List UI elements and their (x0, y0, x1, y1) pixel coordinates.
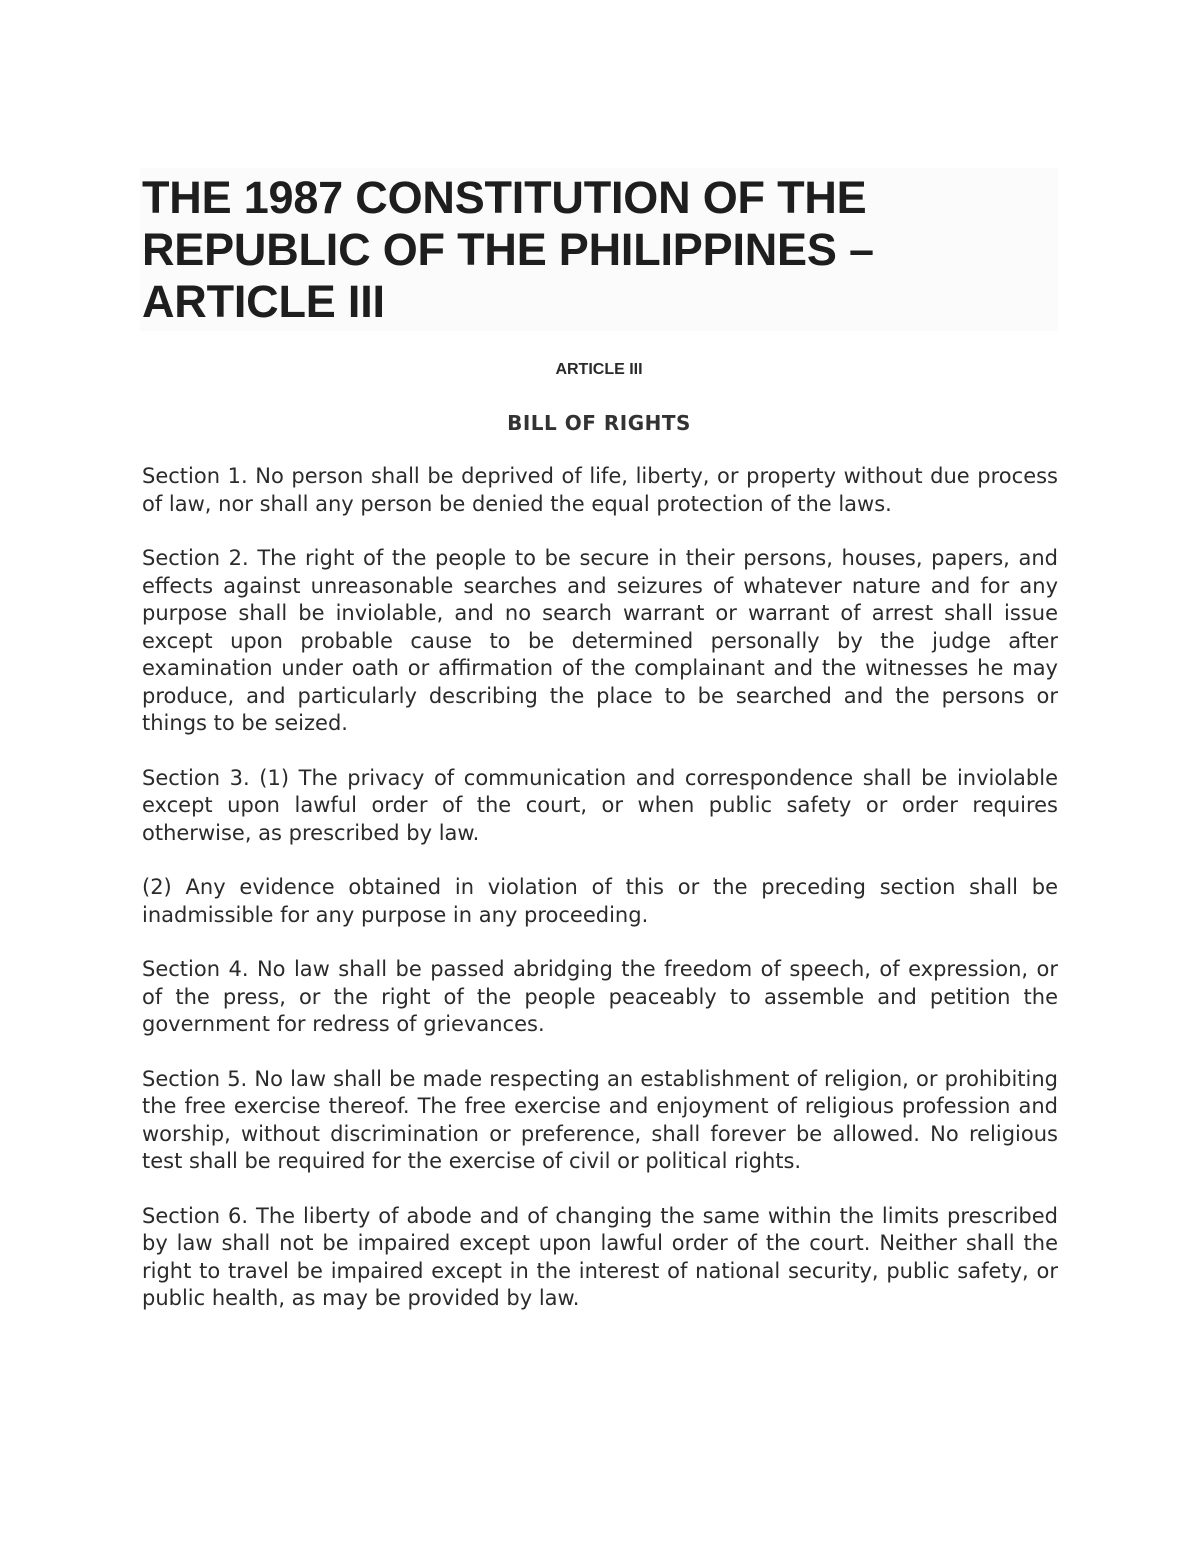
document-title: THE 1987 CONSTITUTION OF THE REPUBLIC OF THE PHILIPPINES – ARTICLE III (142, 172, 874, 327)
section-2-paragraph: Section 2. The right of the people to be secure in their persons, houses, papers, and effects against unreasonable searches and seizures of whatever nature and for any purpose shall be inviolable, and no search warrant or warrant of arrest shall issue except upon probable cause to be determined personally by the judge after examination under oath or affirmation of the complainant and the witnesses he may produce, and particularly describing the place to be searched and the persons or things to be seized. (142, 546, 1058, 735)
section-4-paragraph: Section 4. No law shall be passed abridging the freedom of speech, of expression, or of the press, or the right of the people peaceably to assemble and petition the government for redress of grievances. (142, 957, 1058, 1036)
document-body (142, 463, 1058, 1340)
section-3-paragraph: Section 3. (1) The privacy of communication and correspondence shall be inviolable except upon lawful order of the court, or when public safety or order requires otherwise, as prescribed by law. (142, 765, 1058, 845)
section-5-paragraph: Section 5. No law shall be made respecting an establishment of religion, or prohibiting the free exercise thereof. The free exercise and enjoyment of religious profession and worship, without discrimination or preference, shall forever be allowed. No religious test shall be required for the exercise of civil or political rights. (142, 1066, 1058, 1173)
section-6-paragraph: Section 6. The liberty of abode and of changing the same within the limits prescribed by law shall not be impaired except upon lawful order of the court. Neither shall the right to travel be impaired except in the interest of national security, public safety, or public health, as may be provided by law. (142, 1203, 1058, 1310)
title-block (140, 168, 1058, 331)
section-3-subparagraph-2: (2) Any evidence obtained in violation of this or the preceding section shall be inadmissible for any purpose in any proceeding. (142, 875, 1058, 927)
bill-of-rights-heading: BILL OF RIGHTS (507, 411, 691, 435)
article-heading: ARTICLE III (555, 361, 643, 378)
section-1-paragraph: Section 1. No person shall be deprived of life, liberty, or property without due process of law, nor shall any person be denied the equal protection of the laws. (142, 464, 1058, 516)
